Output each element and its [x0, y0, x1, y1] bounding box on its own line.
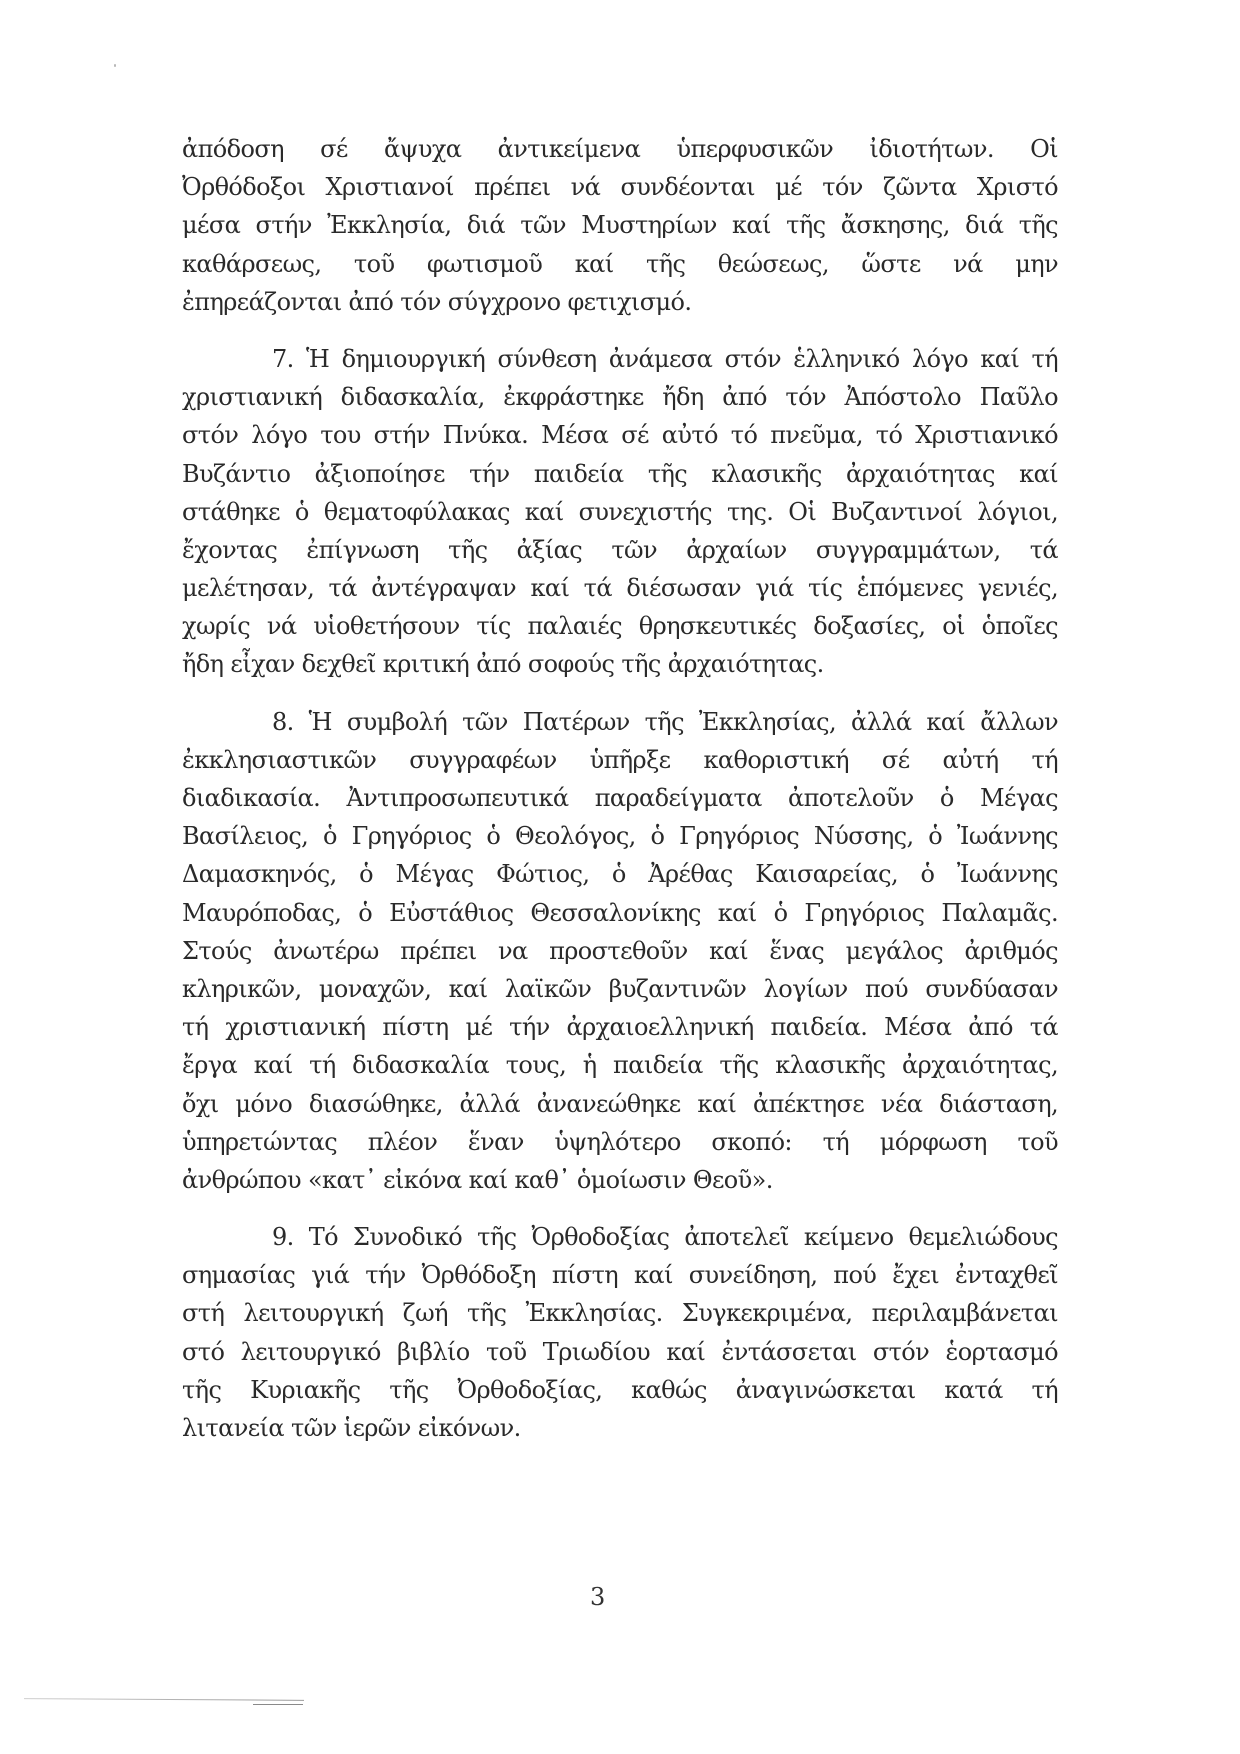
text-line: ἤδη εἶχαν δεχθεῖ κριτική ἀπό σοφούς τῆς ἀρχαιότητας. — [182, 650, 824, 679]
paragraph-gap — [182, 684, 1058, 703]
paragraph-continuation — [182, 130, 1058, 321]
text-line: τῆς Κυριακῆς τῆς Ὀρθοδοξίας, καθώς ἀναγινώσκεται κατά τή — [182, 1375, 1058, 1404]
text-line: ἐκκλησιαστικῶν συγγραφέων ὑπῆρξε καθοριστική σέ αὐτή τή — [182, 745, 1058, 774]
text-line: Μαυρόποδας, ὁ Εὐστάθιος Θεσσαλονίκης καί ὁ Γρηγόριος Παλαμᾶς. — [182, 898, 1058, 927]
text-line: Βασίλειος, ὁ Γρηγόριος ὁ Θεολόγος, ὁ Γρηγόριος Νύσσης, ὁ Ἰωάννης — [182, 822, 1058, 851]
text-line: κληρικῶν, μοναχῶν, καί λαϊκῶν βυζαντινῶν λογίων πού συνδύασαν — [182, 974, 1058, 1003]
text-line: τή χριστιανική πίστη μέ τήν ἀρχαιοελληνική παιδεία. Μέσα ἀπό τά — [182, 1013, 1058, 1042]
text-line: ὑπηρετώντας πλέον ἕναν ὑψηλότερο σκοπό: τή μόρφωση τοῦ — [182, 1127, 1058, 1156]
paragraph-7 — [182, 340, 1058, 684]
text-line: διαδικασία. Ἀντιπροσωπευτικά παραδείγματα ἀποτελοῦν ὁ Μέγας — [182, 784, 1058, 812]
text-line: Δαμασκηνός, ὁ Μέγας Φώτιος, ὁ Ἀρέθας Καισαρείας, ὁ Ἰωάννης — [182, 860, 1058, 889]
text-line: ὄχι μόνο διασώθηκε, ἀλλά ἀνανεώθηκε καί ἀπέκτησε νέα διάσταση, — [182, 1089, 1058, 1118]
text-line: μέσα στήν Ἐκκλησία, διά τῶν Μυστηρίων καί τῆς ἄσκησης, διά τῆς — [182, 211, 1058, 240]
text-line: χωρίς νά υἱοθετήσουν τίς παλαιές θρησκευτικές δοξασίες, οἱ ὁποῖες — [182, 612, 1058, 641]
text-line: 8. Ἡ συμβολή τῶν Πατέρων τῆς Ἐκκλησίας, ἀλλά καί ἄλλων — [272, 707, 1058, 736]
paragraph-9 — [182, 1218, 1058, 1447]
text-line: λιτανεία τῶν ἱερῶν εἰκόνων. — [182, 1414, 521, 1442]
text-line: ἀπόδοση σέ ἄψυχα ἀντικείμενα ὑπερφυσικῶν ἰδιοτήτων. Οἱ — [182, 135, 1058, 163]
text-line: στό λειτουργικό βιβλίο τοῦ Τριωδίου καί ἐντάσσεται στόν ἑορτασμό — [182, 1337, 1058, 1366]
text-line: ἔργα καί τή διδασκαλία τους, ἡ παιδεία τῆς κλασικῆς ἀρχαιότητας, — [182, 1051, 1058, 1080]
text-line: σημασίας γιά τήν Ὀρθόδοξη πίστη καί συνείδηση, πού ἔχει ἐνταχθεῖ — [182, 1261, 1058, 1290]
body-text — [182, 130, 1058, 1447]
page-number: 3 — [590, 1583, 606, 1611]
footer-rule — [24, 1698, 304, 1701]
text-line: ἔχοντας ἐπίγνωση τῆς ἀξίας τῶν ἀρχαίων συγγραμμάτων, τά — [182, 535, 1058, 564]
text-line: μελέτησαν, τά ἀντέγραψαν καί τά διέσωσαν γιά τίς ἑπόμενες γενιές, — [182, 574, 1058, 603]
text-line: στάθηκε ὁ θεματοφύλακας καί συνεχιστής της. Οἱ Βυζαντινοί λόγιοι, — [182, 497, 1058, 526]
text-line: χριστιανική διδασκαλία, ἐκφράστηκε ἤδη ἀπό τόν Ἀπόστολο Παῦλο — [182, 383, 1058, 412]
paragraph-gap — [182, 321, 1058, 340]
paragraph-gap — [182, 1199, 1058, 1218]
text-line: καθάρσεως, τοῦ φωτισμοῦ καί τῆς θεώσεως, ὥστε νά μην — [182, 249, 1058, 278]
text-line: 9. Τό Συνοδικό τῆς Ὀρθοδοξίας ἀποτελεῖ κείμενο θεμελιώδους — [272, 1223, 1058, 1252]
text-line: ἐπηρεάζονται ἀπό τόν σύγχρονο φετιχισμό. — [182, 287, 692, 316]
text-line: στή λειτουργική ζωή τῆς Ἐκκλησίας. Συγκεκριμένα, περιλαμβάνεται — [182, 1299, 1058, 1328]
scan-speck — [114, 64, 116, 67]
text-line: στόν λόγο του στήν Πνύκα. Μέσα σέ αὐτό τό πνεῦμα, τό Χριστιανικό — [182, 421, 1058, 450]
text-line: 7. Ἡ δημιουργική σύνθεση ἀνάμεσα στόν ἑλληνικό λόγο καί τή — [272, 344, 1058, 373]
text-line: Στούς ἀνωτέρω πρέπει να προστεθοῦν καί ἕνας μεγάλος ἀριθμός — [182, 936, 1058, 965]
footer-rule-tail — [253, 1704, 303, 1705]
paragraph-8 — [182, 703, 1058, 1199]
text-line: ἀνθρώπου «κατ᾽ εἰκόνα καί καθ᾽ ὁμοίωσιν Θεοῦ». — [182, 1165, 773, 1194]
text-line: Βυζάντιο ἀξιοποίησε τήν παιδεία τῆς κλασικῆς ἀρχαιότητας καί — [182, 459, 1058, 488]
text-line: Ὀρθόδοξοι Χριστιανοί πρέπει νά συνδέονται μέ τόν ζῶντα Χριστό — [182, 173, 1058, 202]
